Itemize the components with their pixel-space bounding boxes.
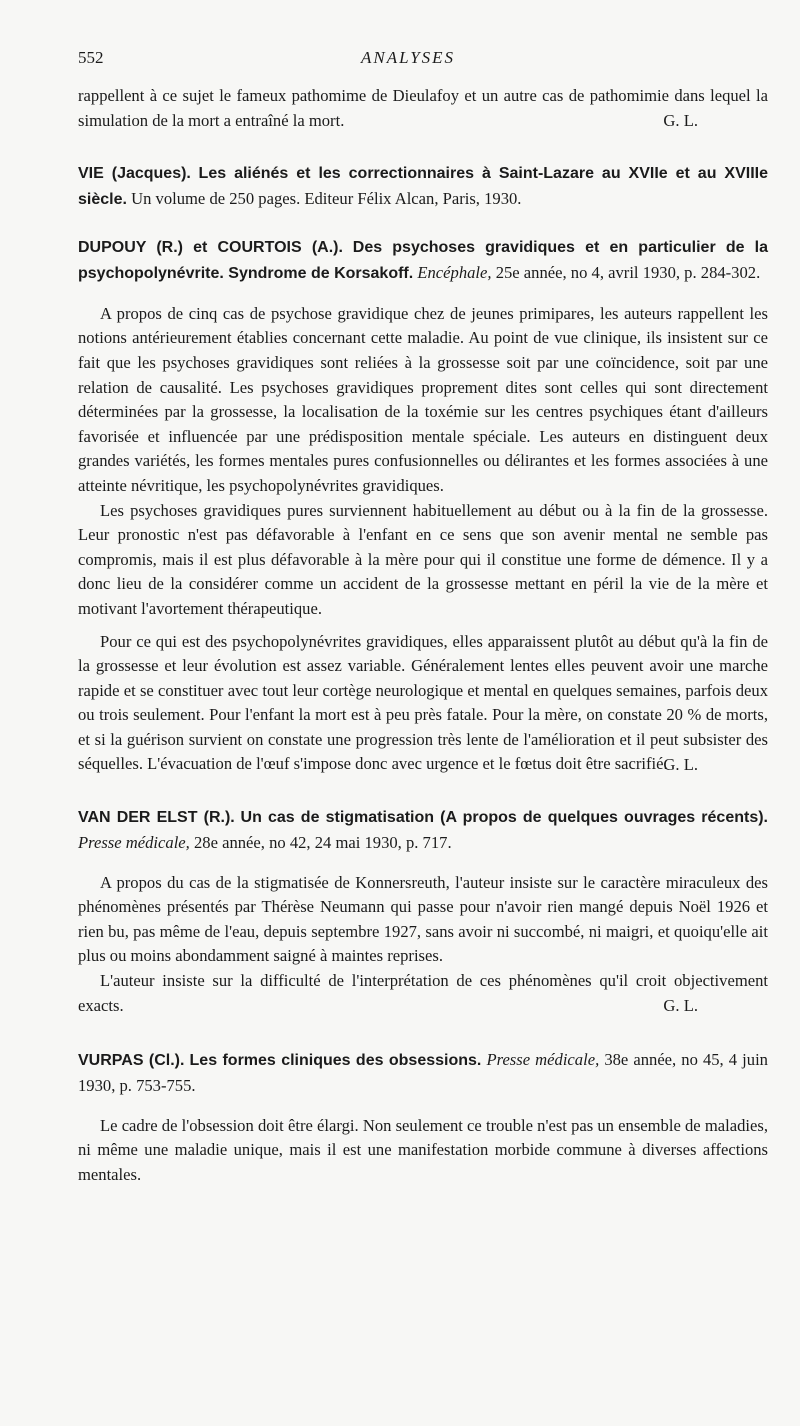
entry-journal <box>78 833 190 852</box>
page-header <box>78 48 738 74</box>
entry-journal <box>486 1050 599 1069</box>
entry-author: VIE (Jacques). <box>78 164 191 182</box>
intro-paragraph: rappellent à ce sujet le fameux pathomime de Dieulafoy et un autre cas de pathomimie dans lequel la simulation de la mort a entraîné la mort. <box>78 86 768 130</box>
entry-reference: 25e année, no 4, avril 1930, p. 284-302. <box>495 262 761 282</box>
entry-vie <box>78 160 768 212</box>
abstract-paragraph: L'auteur insiste sur la difficulté de l'interprétation de ces phénomènes qu'il croit objectivement exacts. <box>78 971 768 1015</box>
page-number: 552 <box>78 48 104 67</box>
entry-signature: G. L. <box>663 996 698 1016</box>
intro-block <box>78 84 768 134</box>
entry-signature: G. L. <box>663 755 698 775</box>
running-title: ANALYSES <box>360 48 456 67</box>
entry-reference: 38e année, no 45, 4 juin 1930, p. 753-755. <box>78 1049 768 1095</box>
entry-reference: 28e année, no 42, 24 mai 1930, p. 717. <box>193 832 452 852</box>
entry-heading <box>78 1047 768 1098</box>
abstract-paragraph: A propos du cas de la stigmatisée de Konnersreuth, l'auteur insiste sur le caractère miraculeux des phénomènes présentés par Thérèse Neumann qui passe pour n'avoir rien mangé depuis Noël 1926 et rien bu, pas même de l'eau, depuis septembre 1927, sans avoir ni succombé, ni maigri, et quoiqu'elle ait plus ou moins abondamment saigné à maintes reprises. <box>78 872 768 966</box>
entry-author: VAN DER ELST (R.). <box>78 808 235 826</box>
abstract-paragraph: Pour ce qui est des psychopolynévrites gravidiques, elles apparaissent plutôt au début qu'à la fin de la grossesse et leur évolution est assez variable. Généralement lentes elles peuvent avoir une marche rapide et se constituer avec tout leur cortège neurologique et mental en quelques semaines, parfois deux ou trois seulement. Pour l'enfant la mort est à peu près fatale. Pour la mère, on constate 20 % de morts, et si la guérison survient on constate une progression très lente de l'amélioration et il peut subsister des séquelles. L'évacuation de l'œuf s'impose donc avec urgence et le fœtus doit être sacrifié. <box>78 631 768 774</box>
journal-name: Encéphale, <box>417 262 492 282</box>
entry-heading <box>78 804 768 855</box>
journal-name: Presse médicale, <box>78 832 190 852</box>
entry-vurpas <box>78 1047 768 1188</box>
abstract-paragraph: Le cadre de l'obsession doit être élargi. Non seulement ce trouble n'est pas un ensemble de maladies, ni même une maladie unique, mais il est une manifestation morbide commune à diverses affections mentales. <box>78 1115 768 1184</box>
entry-author: DUPOUY (R.) et COURTOIS (A.). <box>78 238 343 256</box>
intro-signature: G. L. <box>663 111 698 131</box>
entry-journal <box>417 263 491 282</box>
entry-title: Les aliénés et les correctionnaires à Saint-Lazare au XVIIe et au XVIIIe siècle. <box>78 164 768 208</box>
entry-dupouy <box>78 234 768 778</box>
journal-name: Presse médicale, <box>486 1049 600 1069</box>
entry-title: Les formes cliniques des obsessions. <box>189 1051 482 1069</box>
page-body <box>78 84 768 1188</box>
entry-author: VURPAS (Cl.). <box>78 1051 185 1069</box>
entry-title: Un cas de stigmatisation (A propos de quelques ouvrages récents). <box>240 808 768 826</box>
abstract-paragraph: Les psychoses gravidiques pures surviennent habituellement au début ou à la fin de la grossesse. Leur pronostic n'est pas défavorable à l'enfant en ce sens que son avenir mental ne semble pas compromis, mais il est plus défavorable à la mère pour qui il constitue une forme de démence. Il y a donc lieu de la considérer comme un accident de la grossesse mettant en péril la vie de la mère et motivant l'avortement thérapeutique. <box>78 500 768 618</box>
entry-heading <box>78 234 768 286</box>
entry-title: Des psychoses gravidiques et en particulier de la psychopolynévrite. Syndrome de Korsakoff. <box>78 238 768 282</box>
abstract-paragraph: A propos de cinq cas de psychose gravidique chez de jeunes primipares, les auteurs rappellent les notions antérieurement établies concernant cette maladie. Au point de vue clinique, ils insistent sur ce fait que les psychoses gravidiques sont reliées à la grossesse soit par une coïncidence, soit par une relation de causalité. Les psychoses gravidiques proprement dites sont celles qui sont directement déterminées par la grossesse, la localisation de la toxémie sur les centres psychiques étant d'ailleurs favorisée et influencée par une prédisposition mentale spéciale. Les auteurs en distinguent deux grandes variétés, les formes mentales pures confusionnelles ou délirantes et les formes associées à une atteinte névritique, les psychopolynévrites gravidiques. <box>78 303 768 495</box>
entry-van-der-elst <box>78 804 768 1019</box>
entry-reference: Un volume de 250 pages. Editeur Félix Alcan, Paris, 1930. <box>131 188 522 208</box>
entry-heading <box>78 160 768 212</box>
